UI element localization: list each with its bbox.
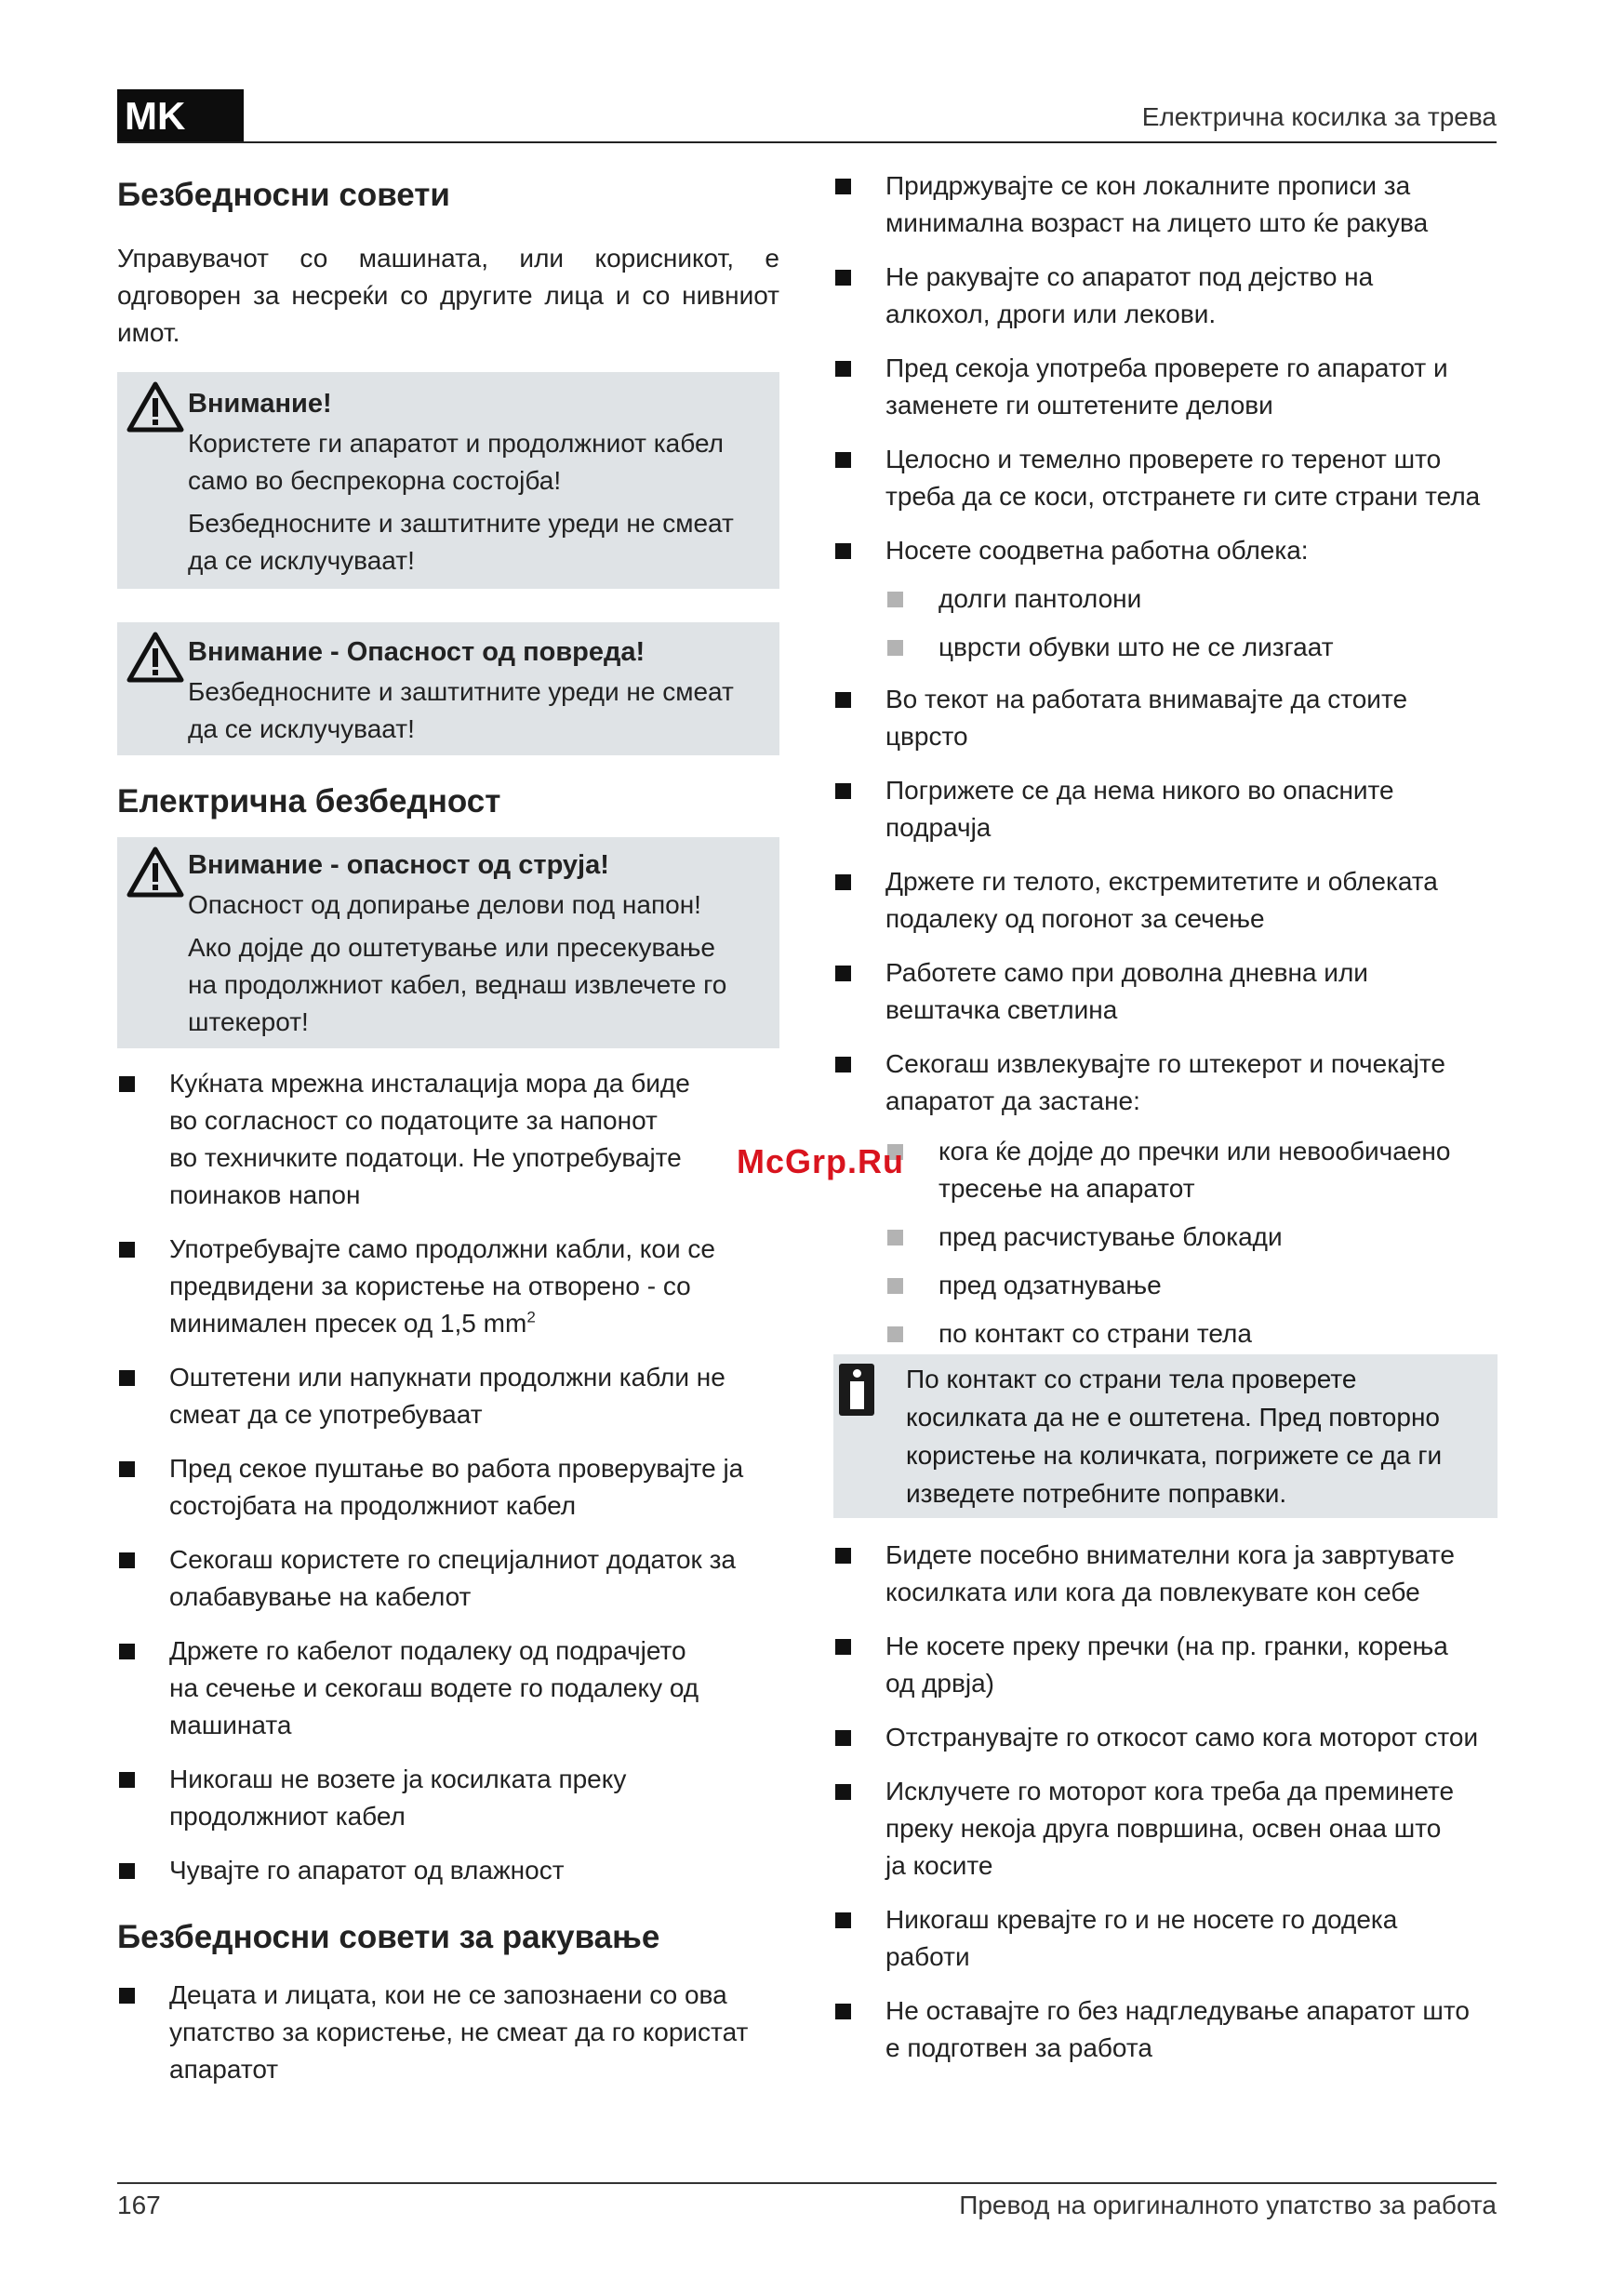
left-column	[117, 167, 779, 2088]
list-item: Работете само при доволна дневна или вештачка светлина	[833, 954, 1498, 1029]
header-title: Електрична косилка за трева	[1141, 102, 1497, 131]
list-item: Никогаш не возете ја косилката преку продолжниот кабел	[117, 1761, 779, 1835]
bullet-square-icon	[887, 1278, 903, 1294]
electrical-list	[117, 1065, 779, 1889]
list-item: Носете соодветна работна облека:	[833, 532, 1498, 569]
sub-list-item: долги пантолони	[833, 580, 1498, 618]
list-item: Чувајте го апаратот од влажност	[117, 1852, 779, 1889]
bullet-square-icon	[835, 1912, 851, 1928]
warning-line: на продолжниот кабел, веднаш извлечете го	[188, 970, 727, 999]
bullet-square-icon	[887, 1230, 903, 1246]
warning-line: Користете ги апаратот и продолжниот кабел	[188, 429, 724, 458]
info-box: По контакт со страни тела проверете косилката да не е оштетена. Пред повторно користење на количката, погрижете се да ги изведете потребните поправки.	[833, 1354, 1498, 1518]
injury-warning-box	[117, 622, 779, 755]
warning-title: Внимание - опасност од струја!	[188, 850, 609, 880]
list-item: Погрижете се да нема никого во опасните подрачја	[833, 772, 1498, 846]
footer-rule	[117, 2182, 1497, 2184]
stop-cases-sublist	[833, 1133, 1498, 1352]
safety-heading: Безбедносни совети	[117, 177, 450, 213]
page-number: 167	[117, 2191, 161, 2219]
intro-paragraph: Управувачот со машината, или корисникот, е одговорен за несреќи со другите лица и со нивниот имот.	[117, 244, 779, 347]
list-item: Секогаш користете го специјалниот додаток за олабавување на кабелот	[117, 1541, 779, 1616]
sub-list-item: цврсти обувки што не се лизгаат	[833, 629, 1498, 666]
bullet-square-icon	[119, 1988, 135, 2004]
list-item: Не косете преку пречки (на пр. гранки, корења од дрвја)	[833, 1628, 1498, 1702]
info-icon	[839, 1364, 874, 1416]
warning-triangle-icon	[126, 381, 184, 433]
bullet-square-icon	[835, 874, 851, 890]
bullet-square-icon	[835, 1548, 851, 1564]
list-item: Употребувајте само продолжни кабли, кои се предвидени за користење на отворено - со минимален пресек од 1,5 $mm^2$	[117, 1231, 779, 1342]
warning-title: Внимание!	[188, 389, 332, 419]
list-item: Не оставајте го без надгледување апаратот што е подготвен за работа	[833, 1992, 1498, 2067]
superscript: 2	[526, 1308, 536, 1326]
warning-triangle-icon	[126, 846, 184, 899]
bullet-square-icon	[119, 1242, 135, 1258]
warning-line: Безбедносните и заштитните уреди не смеат	[188, 509, 734, 538]
list-item: Бидете посебно внимателни кога ја завртувате косилката или кога да повлекувате кон себе	[833, 1537, 1498, 1611]
bullet-square-icon	[835, 452, 851, 468]
list-item: Придржувајте се кон локалните прописи за минимална возраст на лицето што ќе ракува	[833, 167, 1498, 242]
bullet-square-icon	[835, 1784, 851, 1800]
warning-line: Безбедносните и заштитните уреди не смеат	[188, 677, 734, 706]
bullet-square-icon	[835, 543, 851, 559]
operation-list	[833, 681, 1498, 1120]
warning-title: Внимание - Опасност од повреда!	[188, 637, 646, 667]
warning-line: штекерот!	[188, 1007, 309, 1036]
warning-box	[117, 372, 779, 589]
list-item: Исклучете го моторот кога треба да преминете преку некоја друга површина, освен онаа што ја косите	[833, 1773, 1498, 1885]
right-column	[833, 167, 1498, 2067]
sub-list-item: по контакт со страни тела	[833, 1315, 1498, 1352]
list-item: Држете ги телото, екстремитетите и облеката подалеку од погонот за сечење	[833, 863, 1498, 938]
bullet-square-icon	[835, 692, 851, 708]
list-item: Целосно и темелно проверете го теренот што треба да се коси, отстранете ги сите страни тела	[833, 441, 1498, 515]
bullet-square-icon	[119, 1461, 135, 1477]
list-item: Отстранувајте го откосот само кога моторот стои	[833, 1719, 1498, 1756]
list-item: Во текот на работата внимавајте да стоите цврсто	[833, 681, 1498, 755]
careful-operation-list	[833, 1537, 1498, 2067]
bullet-square-icon	[835, 1057, 851, 1072]
bullet-square-icon	[119, 1552, 135, 1568]
bullet-square-icon	[835, 966, 851, 981]
warning-line: да се исклучуваат!	[188, 714, 415, 743]
warning-line: да се исклучуваат!	[188, 546, 415, 575]
watermark: McGrp.Ru	[737, 1142, 905, 1180]
sub-list-item: пред расчистување блокади	[833, 1219, 1498, 1256]
footer-title: Превод на оригиналното упатство за работа	[959, 2191, 1497, 2219]
bullet-square-icon	[835, 1730, 851, 1746]
warning-line: само во беспрекорна состојба!	[188, 466, 562, 495]
electric-warning-box	[117, 837, 779, 1048]
warning-line: Ако дојде до оштетување или пресекување	[188, 933, 715, 962]
bullet-square-icon	[835, 361, 851, 377]
list-item: Куќната мрежна инсталација мора да биде во согласност со податоците за напонот во техничките податоци. Не употребувајте поинаков напон	[117, 1065, 779, 1214]
clothing-sublist	[833, 580, 1498, 666]
list-item: Не ракувајте со апаратот под дејство на алкохол, дроги или лекови.	[833, 259, 1498, 333]
electrical-heading: Електрична безбедност	[117, 783, 501, 819]
sub-list-item: пред одзатнување	[833, 1267, 1498, 1304]
bullet-square-icon	[119, 1370, 135, 1386]
list-item: Секогаш извлекувајте го штекерот и почекајте апаратот да застане:	[833, 1046, 1498, 1120]
bullet-square-icon	[835, 783, 851, 799]
bullet-square-icon	[835, 179, 851, 194]
list-item: Пред секоја употреба проверете го апаратот и заменете ги оштетените делови	[833, 350, 1498, 424]
bullet-square-icon	[119, 1863, 135, 1879]
handling-list	[117, 1977, 779, 2088]
bullet-square-icon	[835, 270, 851, 286]
handling-list-continued	[833, 167, 1498, 569]
warning-line: Опасност од допирање делови под напон!	[188, 890, 701, 919]
list-item: Децата и лицата, кои не се запознаени со ова упатство за користење, не смеат да го користат апаратот	[117, 1977, 779, 2088]
bullet-square-icon	[887, 640, 903, 656]
bullet-square-icon	[119, 1644, 135, 1659]
bullet-square-icon	[119, 1772, 135, 1788]
warning-triangle-icon	[126, 632, 184, 684]
list-item: Никогаш кревајте го и не носете го додека работи	[833, 1901, 1498, 1976]
header-rule	[117, 141, 1497, 143]
bullet-square-icon	[119, 1076, 135, 1092]
list-item: Држете го кабелот подалеку од подрачјето на сечење и секогаш водете го подалеку од машината	[117, 1632, 779, 1744]
bullet-square-icon	[887, 1326, 903, 1342]
bullet-square-icon	[835, 1639, 851, 1655]
sub-list-item: кога ќе дојде до пречки или невообичаено тресење на апаратот	[833, 1133, 1498, 1207]
language-badge: MK	[117, 89, 244, 143]
bullet-square-icon	[835, 2004, 851, 2019]
list-item: Пред секое пуштање во работа проверувајте ја состојбата на продолжниот кабел	[117, 1450, 779, 1525]
handling-heading: Безбедносни совети за ракување	[117, 1919, 660, 1955]
bullet-square-icon	[887, 592, 903, 607]
list-item: Оштетени или напукнати продолжни кабли не смеат да се употребуваат	[117, 1359, 779, 1433]
